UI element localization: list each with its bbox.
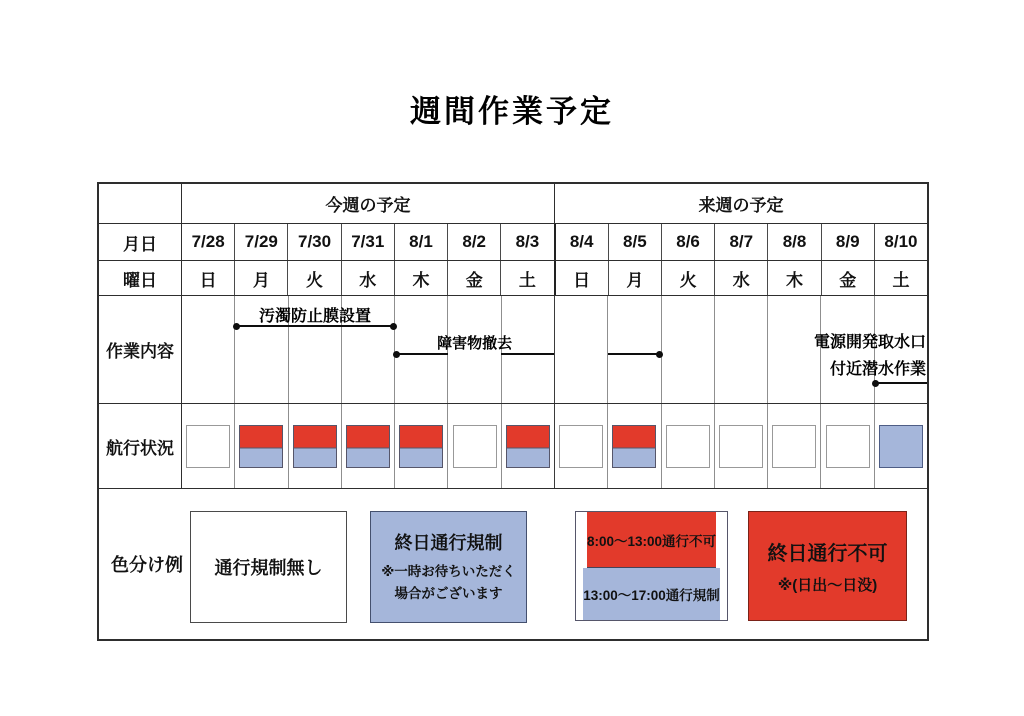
navigation-status-cell [182,404,234,488]
schedule-table [97,182,929,641]
navigation-status-cell [661,404,714,488]
legend-title: 終日通行不可 [767,543,888,565]
day-cell: 金 [821,261,874,295]
grid-column [288,296,341,403]
day-cell: 月 [608,261,661,295]
legend-am-closed: 8:00〜13:00通行不可 [587,512,716,568]
day-cells [182,261,927,295]
date-cell: 7/31 [341,224,394,260]
page-title: 週間作業予定 [410,94,614,129]
work-row [99,296,927,404]
grid-column [554,296,607,403]
row-label-work: 作業内容 [99,296,182,403]
legend-note: 場合がございます [394,586,503,601]
date-cell: 8/10 [874,224,927,260]
navigation-status-cell [554,404,607,488]
navigation-status-cell [394,404,447,488]
day-cell: 土 [500,261,553,295]
date-cell: 8/1 [394,224,447,260]
navigation-status-cell [234,404,287,488]
work-item-label: 汚濁防止膜設置 [259,308,372,325]
day-cell: 火 [287,261,340,295]
row-label-legend: 色分け例 [111,555,183,575]
date-cell: 8/3 [500,224,553,260]
navigation-status-cell [767,404,820,488]
date-row [99,224,927,261]
navigation-status-cell [501,404,554,488]
row-label-nav: 航行状況 [99,404,182,488]
navigation-status-cell [447,404,500,488]
grid-column [767,296,820,403]
day-row [99,261,927,296]
day-cell: 日 [199,270,217,290]
navigation-status-cell [874,404,927,488]
legend-area [99,489,927,639]
date-cell: 8/2 [447,224,500,260]
date-cell: 8/6 [661,224,714,260]
grid-column [714,296,767,403]
date-cell: 7/28 [191,232,225,251]
legend-all-day-closed [748,511,907,621]
date-cell: 8/9 [821,224,874,260]
legend-note: ※一時お待ちいただく [381,564,516,579]
day-cell: 水 [341,261,394,295]
grid-column [447,296,500,403]
navigation-status-cell [607,404,660,488]
corner-cell [99,184,182,223]
work-item-label: 障害物撤去 [437,335,513,352]
navigation-status-cell [288,404,341,488]
date-cell: 8/5 [608,224,661,260]
work-item-label: 電源開発取水口 [813,334,926,351]
legend-no-restriction [190,511,347,623]
day-cell: 土 [874,261,927,295]
navigation-status-cell [714,404,767,488]
date-cell: 7/29 [234,224,287,260]
legend-row [99,489,927,639]
work-item-label: 付近潜水作業 [829,361,926,378]
legend-note: ※(日出〜日没) [777,577,878,594]
date-cell: 8/8 [767,224,820,260]
legend-pm-regulated: 13:00〜17:00通行規制 [583,568,720,620]
day-cell: 水 [714,261,767,295]
date-cell: 8/7 [714,224,767,260]
navigation-status-row [99,404,927,489]
grid-column [341,296,394,403]
grid-column [607,296,660,403]
day-cell: 木 [394,261,447,295]
date-cells [182,224,927,260]
row-label-day: 曜日 [99,261,182,295]
grid-column [182,296,234,403]
date-cell: 8/4 [554,224,608,260]
navigation-status-cell [820,404,873,488]
day-cell: 木 [767,261,820,295]
work-grid [182,296,927,403]
navigation-status-cells [182,404,927,488]
day-cell: 金 [447,261,500,295]
navigation-status-cell [341,404,394,488]
legend-all-day-regulated [370,511,527,623]
grid-column [661,296,714,403]
grid-column [394,296,447,403]
legend-partial-restriction [575,511,728,621]
grid-column [874,296,927,403]
day-cell: 火 [661,261,714,295]
grid-column [820,296,873,403]
row-label-date: 月日 [99,224,182,260]
this-week-header: 今週の予定 [325,196,411,215]
legend-title: 終日通行規制 [394,533,503,553]
week-header-row [99,184,927,224]
legend-title: 通行規制無し [214,558,323,578]
day-cell: 月 [234,261,287,295]
date-cell: 7/30 [287,224,340,260]
grid-column [234,296,287,403]
grid-column [501,296,554,403]
day-cell: 日 [554,261,608,295]
next-week-header: 来週の予定 [554,184,927,223]
